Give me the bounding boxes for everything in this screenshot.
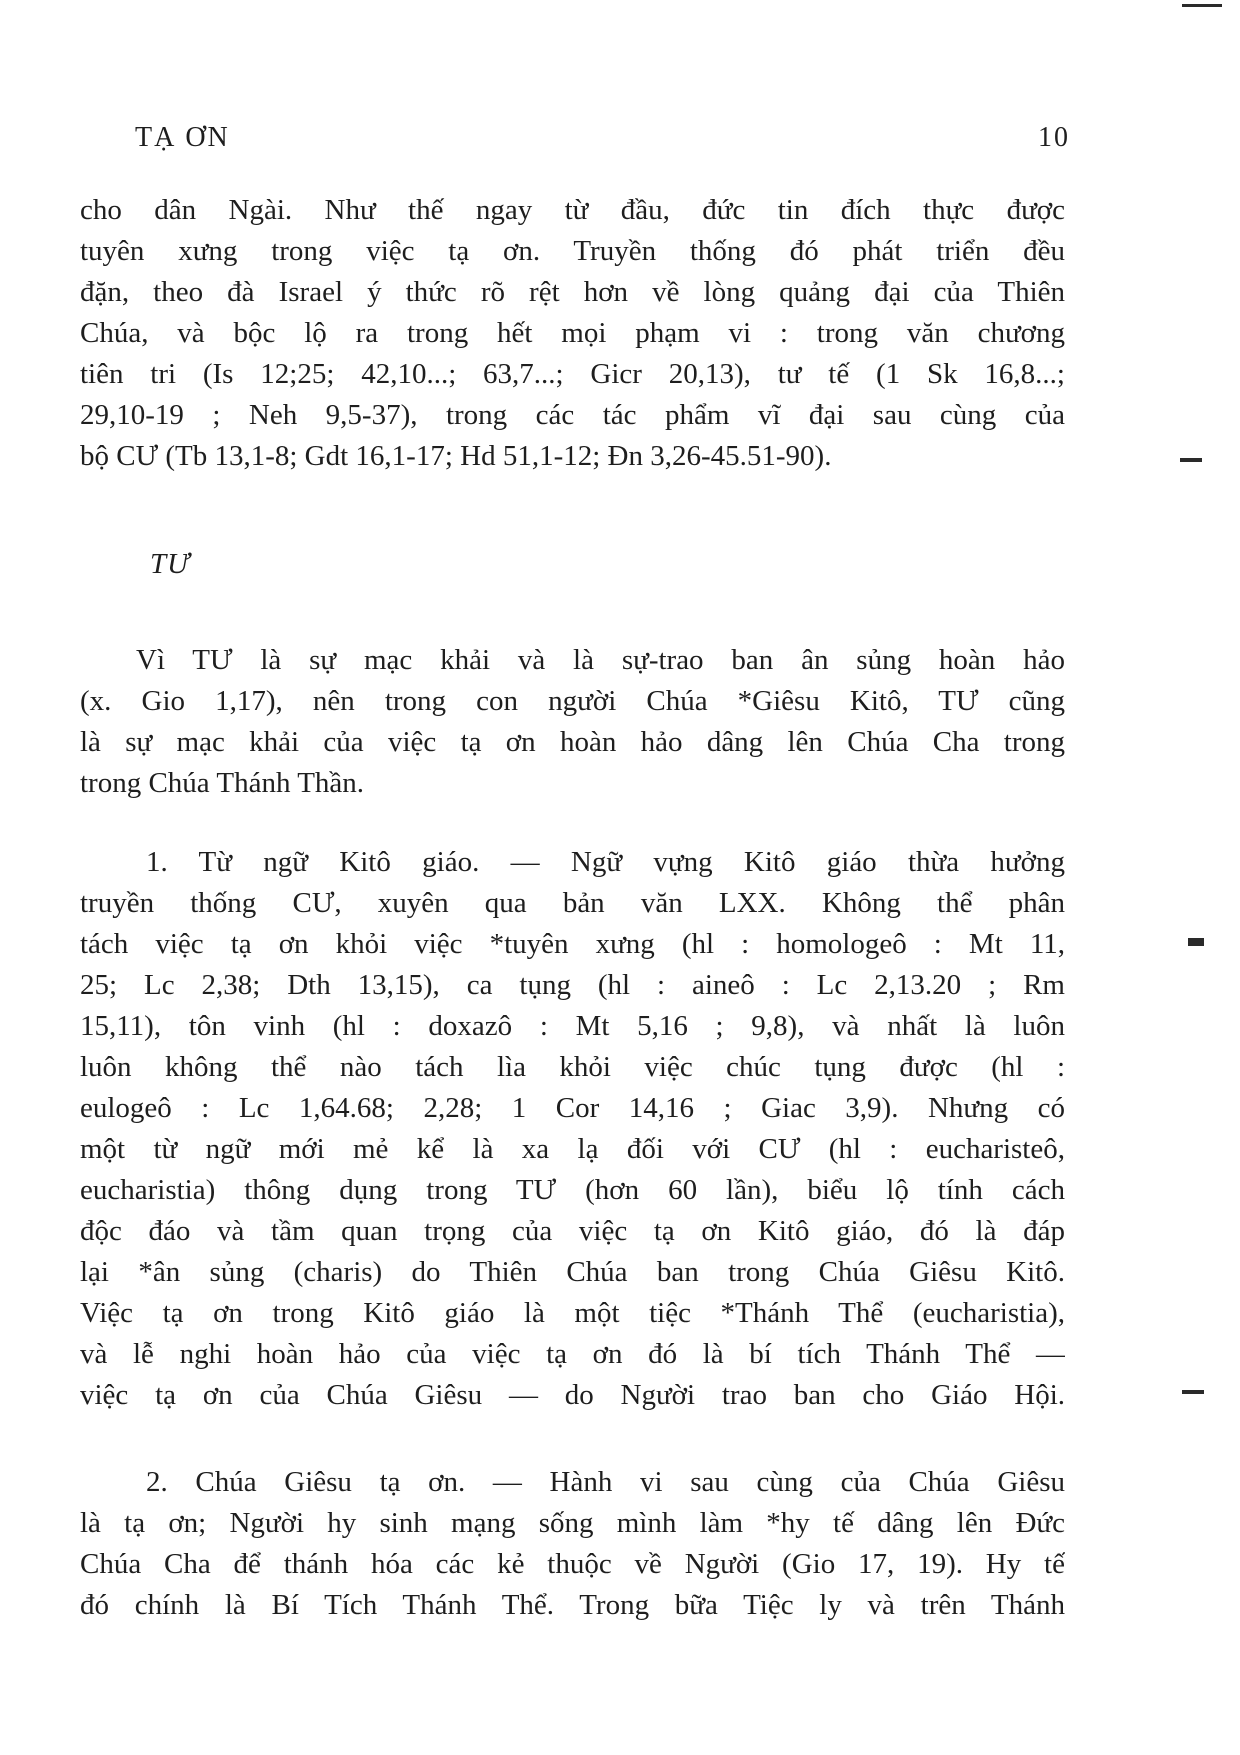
paragraph-3 xyxy=(80,842,1065,1416)
text-line: truyền thống CƯ, xuyên qua bản văn LXX. Không thể phân xyxy=(80,887,1065,919)
scan-mark xyxy=(1180,458,1202,462)
text-line: eucharistia) thông dụng trong TƯ (hơn 60 lần), biểu lộ tính cách xyxy=(80,1174,1065,1206)
text-line: 15,11), tôn vinh (hl : doxazô : Mt 5,16 ; 9,8), và nhất là luôn xyxy=(80,1010,1065,1042)
text-line: (x. Gio 1,17), nên trong con người Chúa *Giêsu Kitô, TƯ cũng xyxy=(80,685,1065,717)
text-line: Chúa Cha để thánh hóa các kẻ thuộc về Người (Gio 17, 19). Hy tế xyxy=(80,1548,1065,1580)
text-line: tách việc tạ ơn khỏi việc *tuyên xưng (hl : homologeô : Mt 11, xyxy=(80,928,1065,960)
text-line: luôn không thể nào tách lìa khỏi việc chúc tụng được (hl : xyxy=(80,1051,1065,1083)
text-line: 1. Từ ngữ Kitô giáo. — Ngữ vựng Kitô giáo thừa hưởng xyxy=(146,846,1065,878)
text-line: lại *ân sủng (charis) do Thiên Chúa ban trong Chúa Giêsu Kitô. xyxy=(80,1256,1065,1288)
text-line: cho dân Ngài. Như thế ngay từ đầu, đức tin đích thực được xyxy=(80,194,1065,226)
paragraph-1 xyxy=(80,190,1065,477)
text-line: tiên tri (Is 12;25; 42,10...; 63,7...; Gicr 20,13), tư tế (1 Sk 16,8...; xyxy=(80,358,1065,390)
text-line: eulogeô : Lc 1,64.68; 2,28; 1 Cor 14,16 ; Giac 3,9). Nhưng có xyxy=(80,1092,1065,1124)
text-line: tuyên xưng trong việc tạ ơn. Truyền thống đó phát triển đều xyxy=(80,235,1065,267)
text-line: Chúa, và bộc lộ ra trong hết mọi phạm vi : trong văn chương xyxy=(80,317,1065,349)
scan-mark xyxy=(1182,1390,1204,1394)
text-line: Vì TƯ là sự mạc khải và là sự-trao ban ân sủng hoàn hảo xyxy=(136,644,1065,676)
text-line: là tạ ơn; Người hy sinh mạng sống mình làm *hy tế dâng lên Đức xyxy=(80,1507,1065,1539)
section-title: TƯ xyxy=(150,548,190,580)
text-line: là sự mạc khải của việc tạ ơn hoàn hảo dâng lên Chúa Cha trong xyxy=(80,726,1065,758)
page-header xyxy=(135,122,1070,154)
text-line: 2. Chúa Giêsu tạ ơn. — Hành vi sau cùng của Chúa Giêsu xyxy=(146,1466,1065,1498)
text-line: đặn, theo đà Israel ý thức rõ rệt hơn về lòng quảng đại của Thiên xyxy=(80,276,1065,308)
text-line: 25; Lc 2,38; Dth 13,15), ca tụng (hl : aineô : Lc 2,13.20 ; Rm xyxy=(80,969,1065,1001)
text-line: một từ ngữ mới mẻ kể là xa lạ đối với CƯ (hl : eucharisteô, xyxy=(80,1133,1065,1165)
text-line: việc tạ ơn của Chúa Giêsu — do Người trao ban cho Giáo Hội. xyxy=(80,1379,1065,1411)
text-line: đó chính là Bí Tích Thánh Thể. Trong bữa Tiệc ly và trên Thánh xyxy=(80,1589,1065,1621)
text-line: và lễ nghi hoàn hảo của việc tạ ơn đó là bí tích Thánh Thể — xyxy=(80,1338,1065,1370)
paragraph-4 xyxy=(80,1462,1065,1626)
text-line: 29,10-19 ; Neh 9,5-37), trong các tác phẩm vĩ đại sau cùng của xyxy=(80,399,1065,431)
running-title: TẠ ƠN xyxy=(135,122,230,153)
text-line: trong Chúa Thánh Thần. xyxy=(80,767,365,799)
text-line: Việc tạ ơn trong Kitô giáo là một tiệc *Thánh Thể (eucharistia), xyxy=(80,1297,1065,1329)
text-line: độc đáo và tầm quan trọng của việc tạ ơn Kitô giáo, đó là đáp xyxy=(80,1215,1065,1247)
scan-mark xyxy=(1188,938,1204,946)
text-line: bộ CƯ (Tb 13,1-8; Gdt 16,1-17; Hd 51,1-12; Đn 3,26-45.51-90). xyxy=(80,440,832,472)
scan-mark xyxy=(1182,4,1222,7)
paragraph-2 xyxy=(80,640,1065,804)
page-number: 10 xyxy=(1038,122,1070,153)
